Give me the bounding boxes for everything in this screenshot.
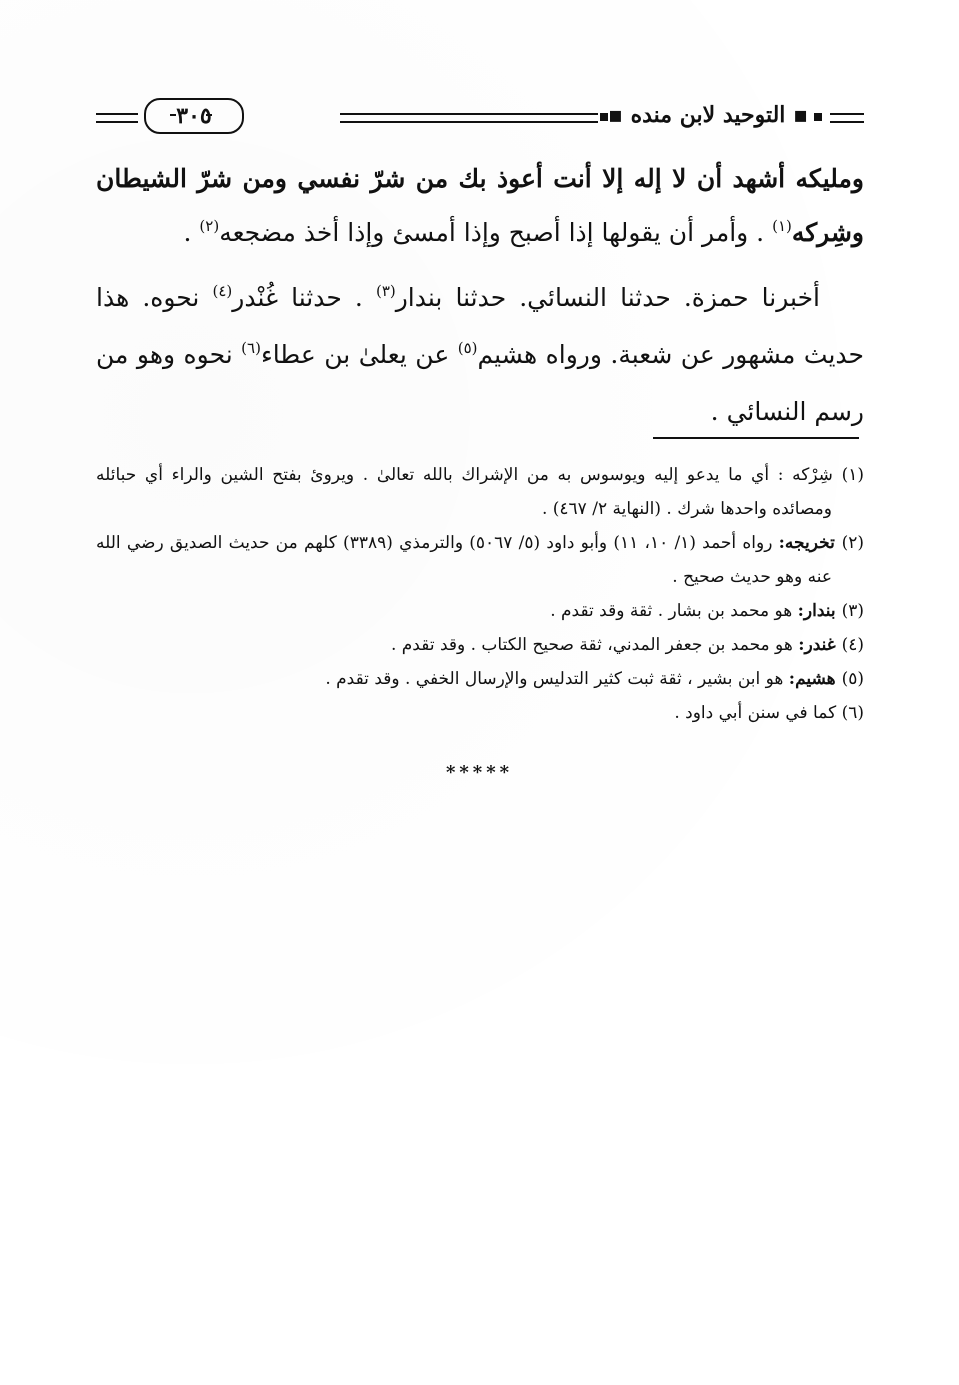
footnote-number: (٦) bbox=[841, 703, 864, 723]
footnote-1 bbox=[96, 458, 864, 526]
footnote-text: كما في سنن أبي داود . bbox=[674, 703, 842, 723]
paragraph-1-end: . bbox=[183, 218, 200, 247]
isnad-text-5: نحوه وهو من رسم النسائي . bbox=[96, 340, 864, 426]
footnote-ref-4: (٤) bbox=[212, 282, 233, 300]
footnote-number: (٤) bbox=[841, 635, 864, 655]
paragraph-2 bbox=[96, 271, 864, 439]
footnote-heading: هشيم: bbox=[788, 669, 842, 689]
header-rule-right bbox=[830, 113, 864, 123]
page-header bbox=[96, 96, 864, 136]
footnote-3 bbox=[96, 594, 864, 628]
header-square-ornament bbox=[814, 113, 822, 121]
footnote-text: شِرْكه : أي ما يدعو إليه ويوسوس به من الإشراك بالله تعالىٰ . ويروئ بفتح الشين والراء أي حبائله ومصائده واحدها شرك . (النهاية ٢/ ٤٦٧) . bbox=[96, 465, 842, 519]
footnote-5 bbox=[96, 662, 864, 696]
end-asterisks: ***** bbox=[445, 762, 514, 783]
footnote-4 bbox=[96, 628, 864, 662]
running-title: ▪ التوحيد لابن منده ▪ bbox=[608, 102, 808, 128]
paragraph-1 bbox=[96, 152, 864, 263]
footnote-number: (١) bbox=[841, 465, 864, 485]
main-text bbox=[96, 152, 864, 439]
hadith-text: ومليكه أشهد أن لا إله إلا أنت أعوذ بك من شرّ نفسي ومن شرّ الشيطان وشِركه bbox=[96, 164, 864, 247]
header-square-ornament bbox=[600, 113, 608, 121]
page-number: ٣٠٥ bbox=[144, 98, 244, 134]
footnote-text: هو ابن بشير ، ثقة ثبت كثير التدليس والإرسال الخفي . وقد تقدم . bbox=[325, 669, 789, 689]
paragraph-1-text: . وأمر أن يقولها إذا أصبح وإذا أمسئ وإذا أخذ مضجعه bbox=[219, 218, 773, 247]
isnad-text-1: أخبرنا حمزة. حدثنا النسائي. حدثنا بندار bbox=[395, 283, 820, 312]
footnote-number: (٣) bbox=[841, 601, 864, 621]
footnote-heading: غندر: bbox=[798, 635, 842, 655]
footnote-ref-6: (٦) bbox=[241, 339, 261, 357]
footnote-heading: بندار: bbox=[797, 601, 842, 621]
footnote-heading: تخريجه: bbox=[778, 533, 842, 553]
footnote-ref-1: (١) bbox=[772, 217, 792, 235]
footnote-separator bbox=[653, 437, 859, 439]
footnote-ref-5: (٥) bbox=[457, 339, 478, 357]
header-rule-left bbox=[96, 113, 138, 123]
footnote-2 bbox=[96, 526, 864, 594]
footnote-number: (٥) bbox=[841, 669, 864, 689]
footnote-number: (٢) bbox=[841, 533, 864, 553]
footnote-ref-3: (٣) bbox=[375, 282, 396, 300]
footnote-6 bbox=[96, 696, 864, 730]
footnote-text: هو محمد بن بشار . ثقة وقد تقدم . bbox=[550, 601, 798, 621]
isnad-text-4: عن يعلىٰ بن عطاء bbox=[260, 340, 458, 369]
isnad-text-3: نحوه. هذا حديث مشهور عن شعبة. ورواه هشيم bbox=[96, 283, 864, 369]
footnote-ref-2: (٢) bbox=[199, 217, 220, 235]
isnad-text-2: . حدثنا غُنْدر bbox=[232, 283, 376, 312]
footnote-text: هو محمد بن جعفر المدني، ثقة صحيح الكتاب . وقد تقدم . bbox=[390, 635, 799, 655]
footnote-text: رواه أحمد (١/ ١٠، ١١) وأبو داود (٥/ ٥٠٦٧) والترمذي (٣٣٨٩) كلهم من حديث الصديق رضي الله عنه وهو حديث صحيح . bbox=[96, 533, 832, 587]
header-rule-middle bbox=[340, 113, 598, 123]
footnotes bbox=[96, 458, 864, 730]
